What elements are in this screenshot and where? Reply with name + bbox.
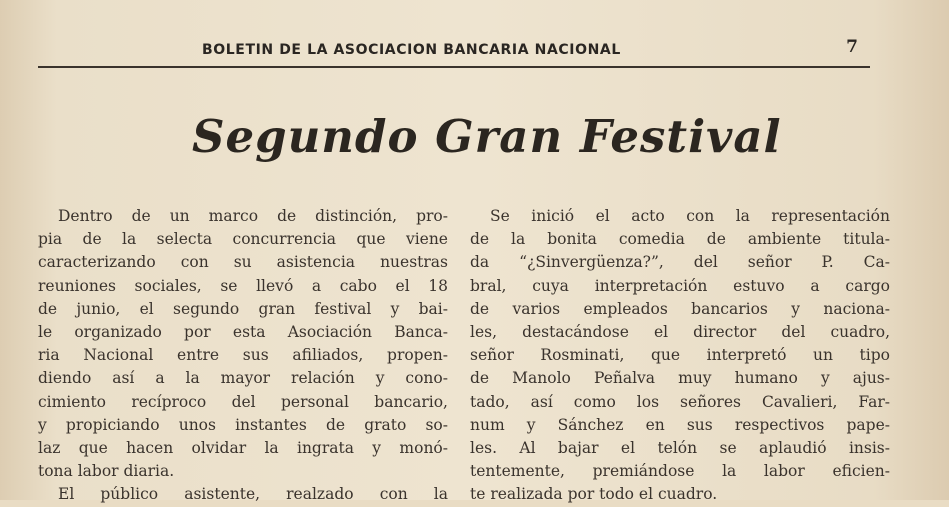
text-line: y propiciando unos instantes de grato so- — [38, 415, 448, 434]
left-column — [38, 205, 448, 507]
text-line: El público asistente, realzado con la — [58, 485, 448, 504]
text-line: de la bonita comedia de ambiente titula- — [470, 230, 890, 249]
right-column — [470, 205, 890, 507]
text-line: caracterizando con su asistencia nuestras — [38, 253, 448, 272]
header-rule — [38, 66, 870, 68]
text-line: señor Rosminati, que interpretó un tipo — [470, 346, 890, 365]
text-line: tado, así como los señores Cavalieri, Far- — [470, 392, 890, 411]
text-line: les, destacándose el director del cuadro, — [470, 323, 890, 342]
text-line: cimiento recíproco del personal bancario, — [38, 392, 448, 411]
text-line: laz que hacen olvidar la ingrata y monó- — [38, 439, 448, 458]
article-title: Segundo Gran Festival — [192, 110, 782, 163]
publication-title: BOLETIN DE LA ASOCIACION BANCARIA NACIONAL — [202, 42, 621, 58]
text-line: bral, cuya interpretación estuvo a cargo — [470, 276, 890, 295]
text-line: tona labor diaria. — [38, 462, 175, 481]
text-line: de Manolo Peñalva muy humano y ajus- — [470, 369, 890, 388]
text-line: Dentro de un marco de distinción, pro- — [58, 207, 448, 225]
text-line: de varios empleados bancarios y naciona- — [470, 299, 890, 318]
text-line: da “¿Sinvergüenza?”, del señor P. Ca- — [470, 253, 890, 272]
text-line: Se inició el acto con la representación — [490, 207, 890, 225]
page-number: 7 — [846, 37, 858, 57]
text-line: tentemente, premiándose la labor eficien- — [470, 462, 890, 481]
text-line: num y Sánchez en sus respectivos pape- — [470, 415, 890, 434]
text-line: reuniones sociales, se llevó a cabo el 18 — [38, 276, 448, 295]
text-line: de junio, el segundo gran festival y bai- — [38, 299, 448, 318]
text-line: te realizada por todo el cuadro. — [470, 485, 718, 504]
text-line: ria Nacional entre sus afiliados, propen- — [38, 346, 448, 365]
text-line: diendo así a la mayor relación y cono- — [38, 369, 448, 388]
running-header — [40, 36, 870, 66]
text-line: le organizado por esta Asociación Banca- — [38, 323, 448, 342]
text-line: les. Al bajar el telón se aplaudió insis- — [470, 439, 890, 458]
text-line: pia de la selecta concurrencia que viene — [38, 230, 448, 249]
